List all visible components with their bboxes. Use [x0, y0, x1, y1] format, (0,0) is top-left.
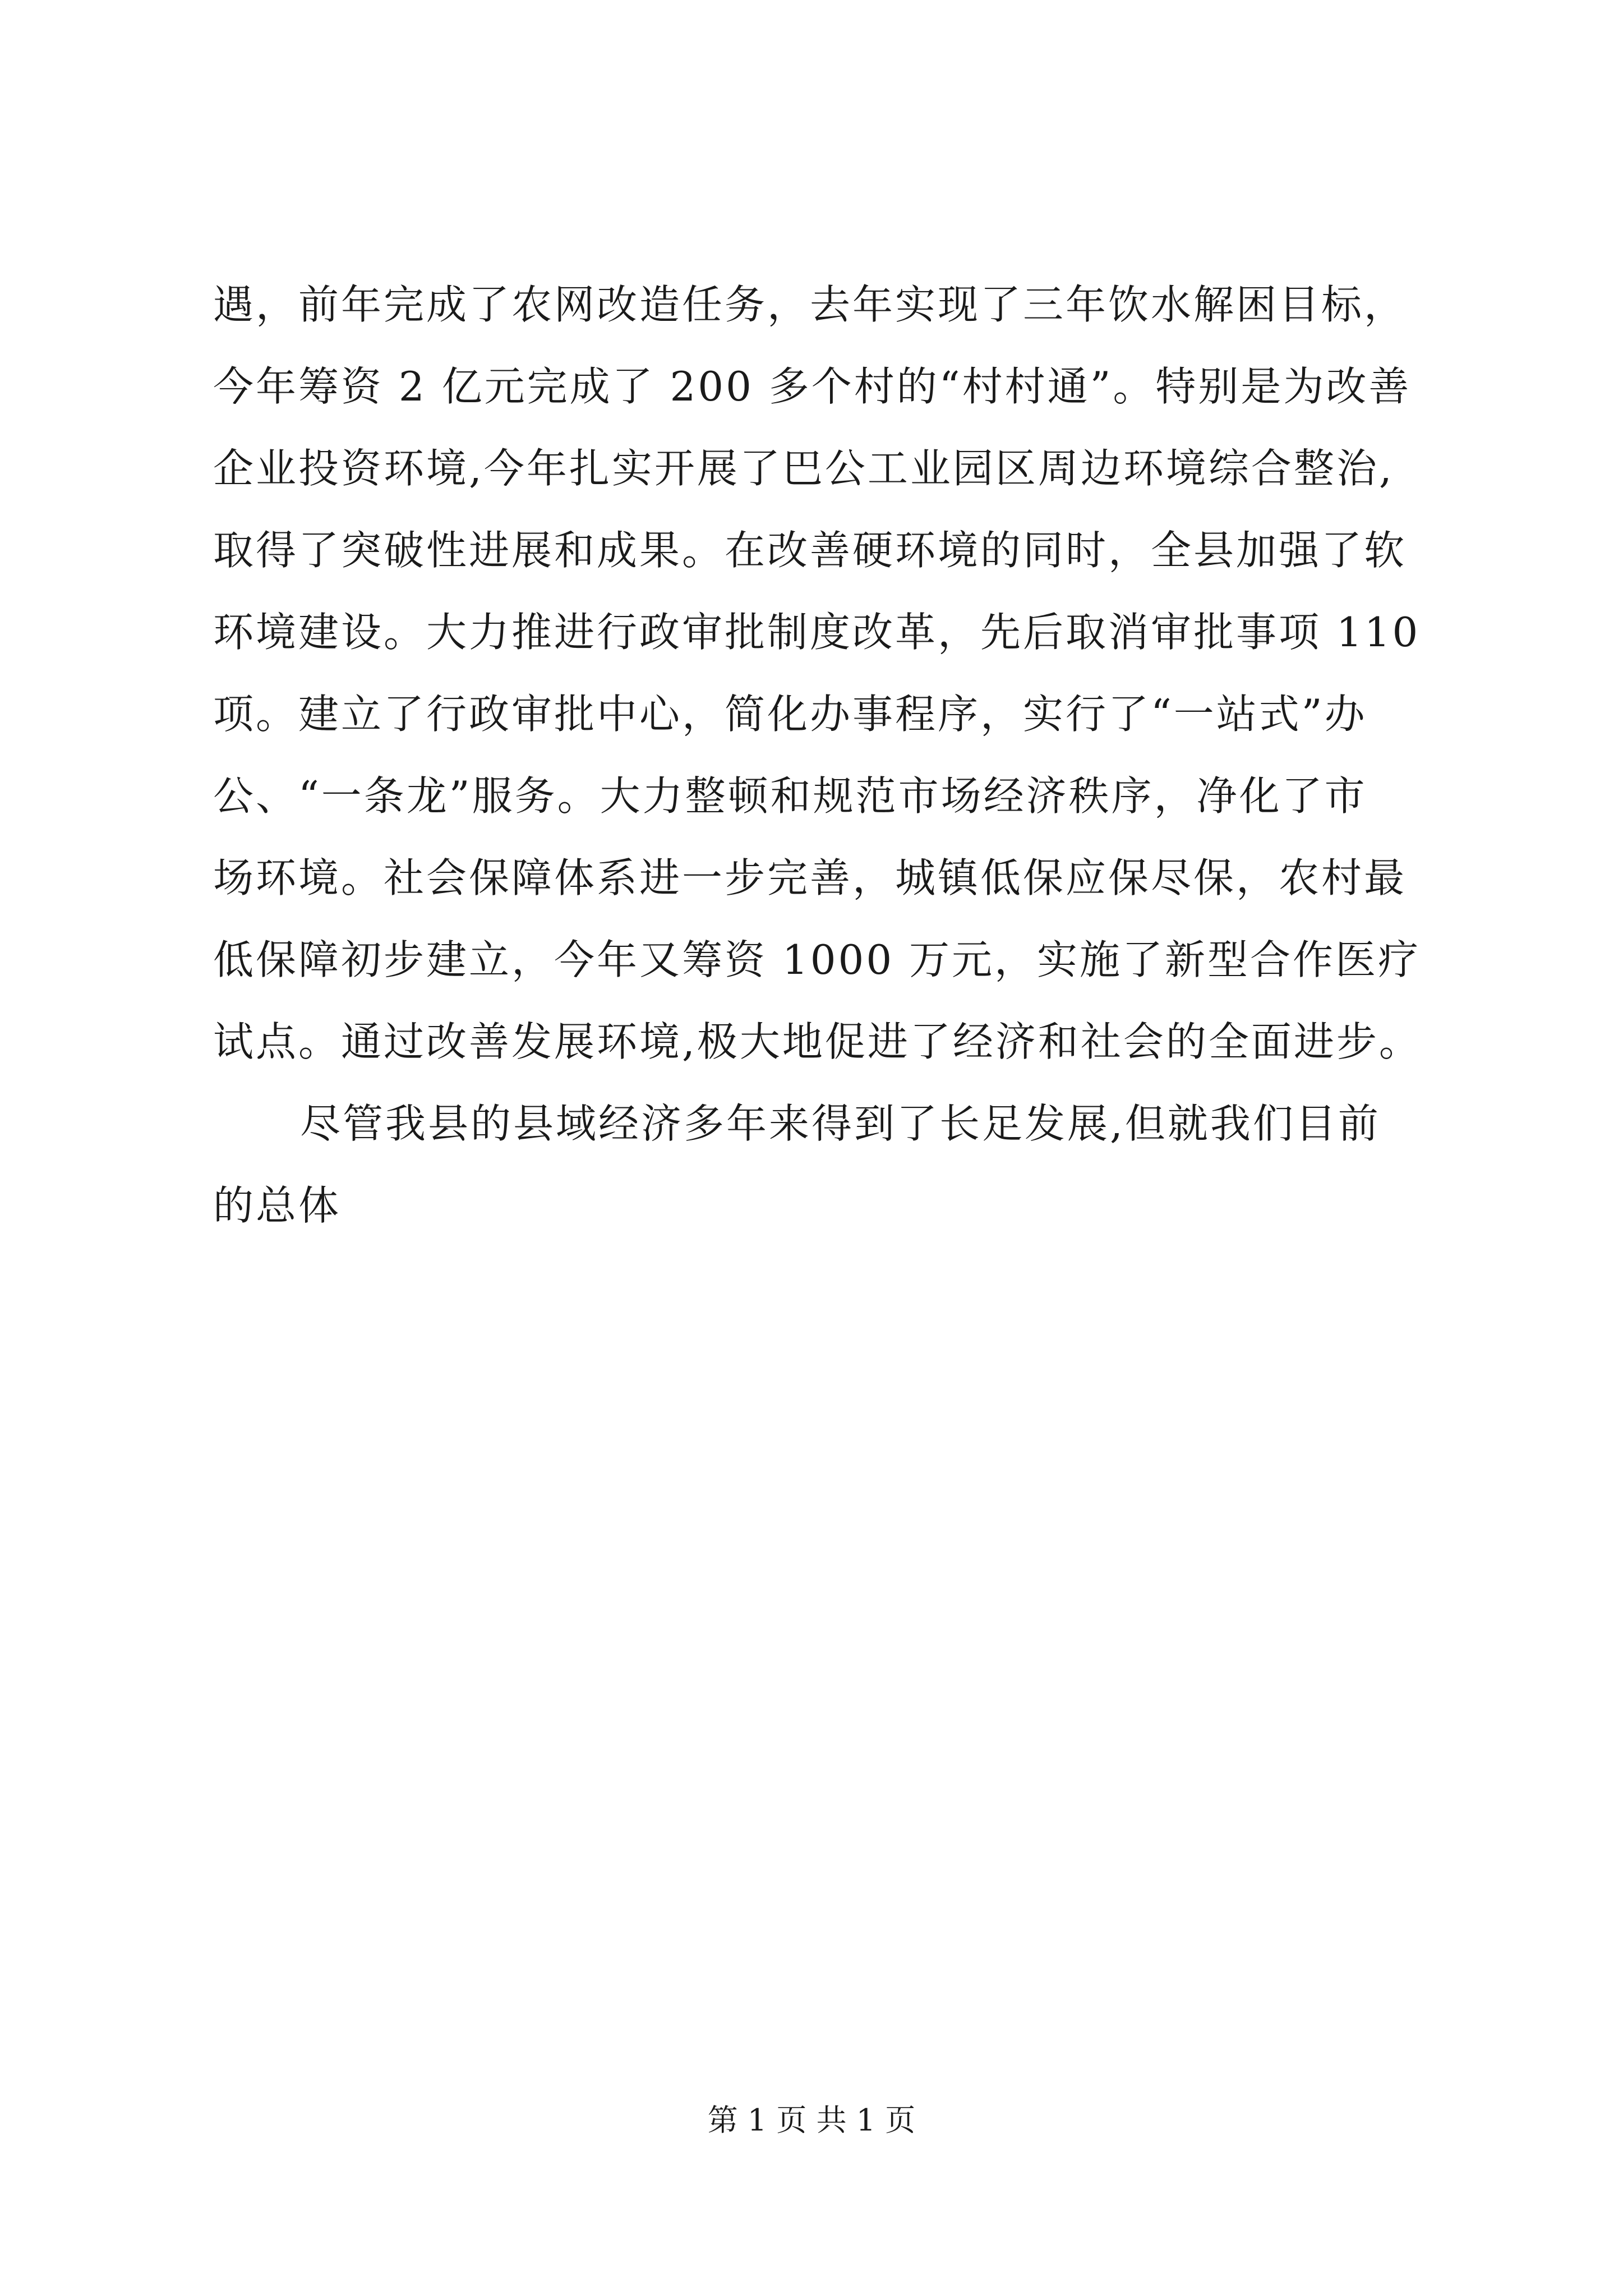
text-line-9: 低保障初步建立，今年又筹资 1000 万元，实施了新型合作医疗 [213, 936, 1421, 983]
text-line-4: 取得了突破性进展和成果。在改善硬环境的同时，全县加强了软 [213, 527, 1407, 574]
page-number-footer: 第 1 页 共 1 页 [707, 2102, 916, 2138]
text-line-5: 环境建设。大力推进行政审批制度改革，先后取消审批事项 110 [213, 609, 1421, 656]
text-line-7: 公、“一条龙”服务。大力整顿和规范市场经济秩序，净化了市 [213, 772, 1367, 820]
text-line-6: 项。建立了行政审批中心，简化办事程序，实行了“一站式”办 [213, 691, 1367, 738]
text-line-2: 今年筹资 2 亿元完成了 200 多个村的“村村通”。特别是为改善 [213, 363, 1412, 410]
paragraph-start-line: 尽管我县的县域经济多年来得到了长足发展,但就我们目前 [300, 1100, 1381, 1147]
text-line-10: 试点。通过改善发展环境,极大地促进了经济和社会的全面进步。 [213, 1018, 1422, 1065]
text-line-3: 企业投资环境,今年扎实开展了巴公工业园区周边环境综合整治, [213, 445, 1394, 492]
text-line-1: 遇，前年完成了农网改造任务，去年实现了三年饮水解困目标， [213, 281, 1407, 328]
text-line-8: 场环境。社会保障体系进一步完善，城镇低保应保尽保，农村最 [213, 854, 1407, 901]
text-line-12: 的总体 [213, 1182, 342, 1229]
document-body [213, 264, 1475, 1246]
